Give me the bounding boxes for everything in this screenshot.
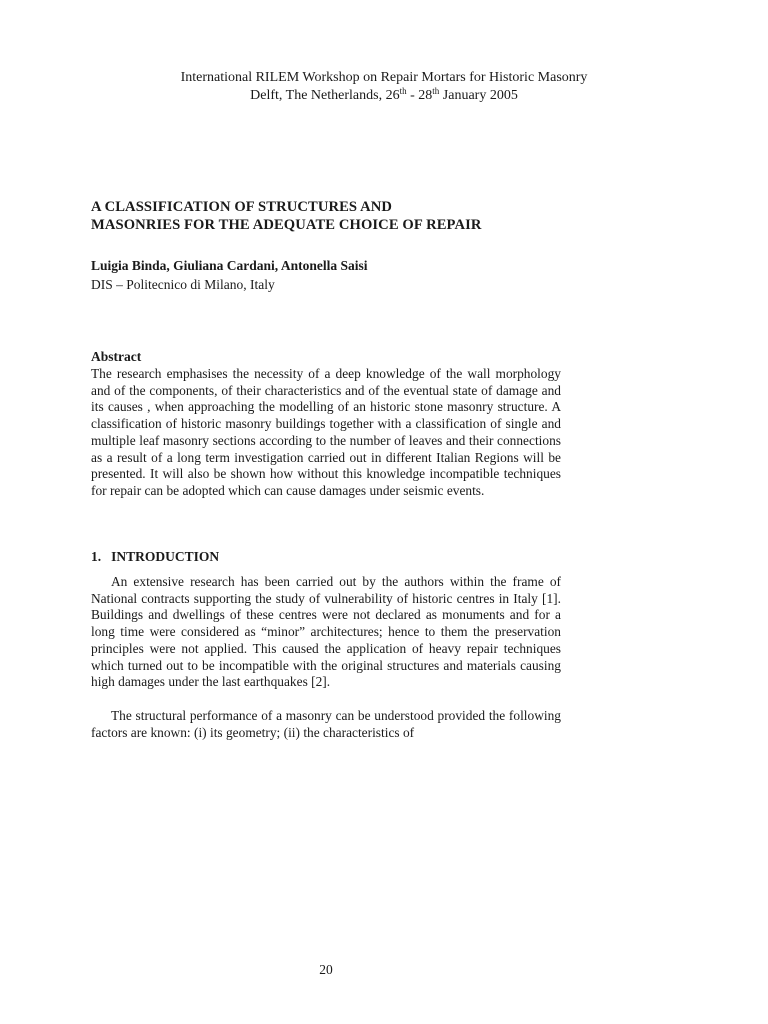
section-heading-introduction [91,549,219,565]
author-list: Luigia Binda, Giuliana Cardani, Antonella Saisi [91,258,368,273]
paper-title-line-2: MASONRIES FOR THE ADEQUATE CHOICE OF REPAIR [91,217,482,233]
author-affiliation: DIS – Politecnico di Milano, Italy [91,277,275,292]
body-paragraph: The structural performance of a masonry can be understood provided the following factors are known: (i) its geometry; (ii) the characteristics of [91,708,561,740]
abstract-text: The research emphasises the necessity of a deep knowledge of the wall morphology and of the components, of their characteristics and of the eventual state of damage and its causes , when approaching the modelling of an historic stone masonry structure. A classification of historic masonry buildings together with a classification of single and multiple leaf masonry sections according to the number of leaves and their connections as a result of a long term investigation carried out in different Italian Regions will be presented. It will also be shown how without this knowledge incompatible techniques for repair can be adopted which can cause damages under seismic events. [91,366,561,498]
conference-name: International RILEM Workshop on Repair Mortars for Historic Masonry [180,70,588,85]
section-title: INTRODUCTION [111,549,220,564]
page-number: 20 [319,962,333,977]
paper-title [91,198,571,234]
paper-title-line-1: A CLASSIFICATION OF STRUCTURES AND [91,199,393,215]
conference-header [0,69,768,105]
conference-location-date: Delft, The Netherlands, 26th - 28th January 2005 [250,86,518,103]
abstract-heading: Abstract [91,349,142,364]
section-number: 1. [91,549,102,564]
body-paragraph: An extensive research has been carried out by the authors within the frame of National contracts supporting the study of vulnerability of historic centres in Italy [1]. Buildings and dwellings of these centres were not declared as monuments and for a long time were considered as “minor” architectures; hence to them the preservation principles were not applied. This caused the application of heavy repair techniques which turned out to be incompatible with the original structures and materials causing high damages under the last earthquakes [2]. [91,574,561,690]
